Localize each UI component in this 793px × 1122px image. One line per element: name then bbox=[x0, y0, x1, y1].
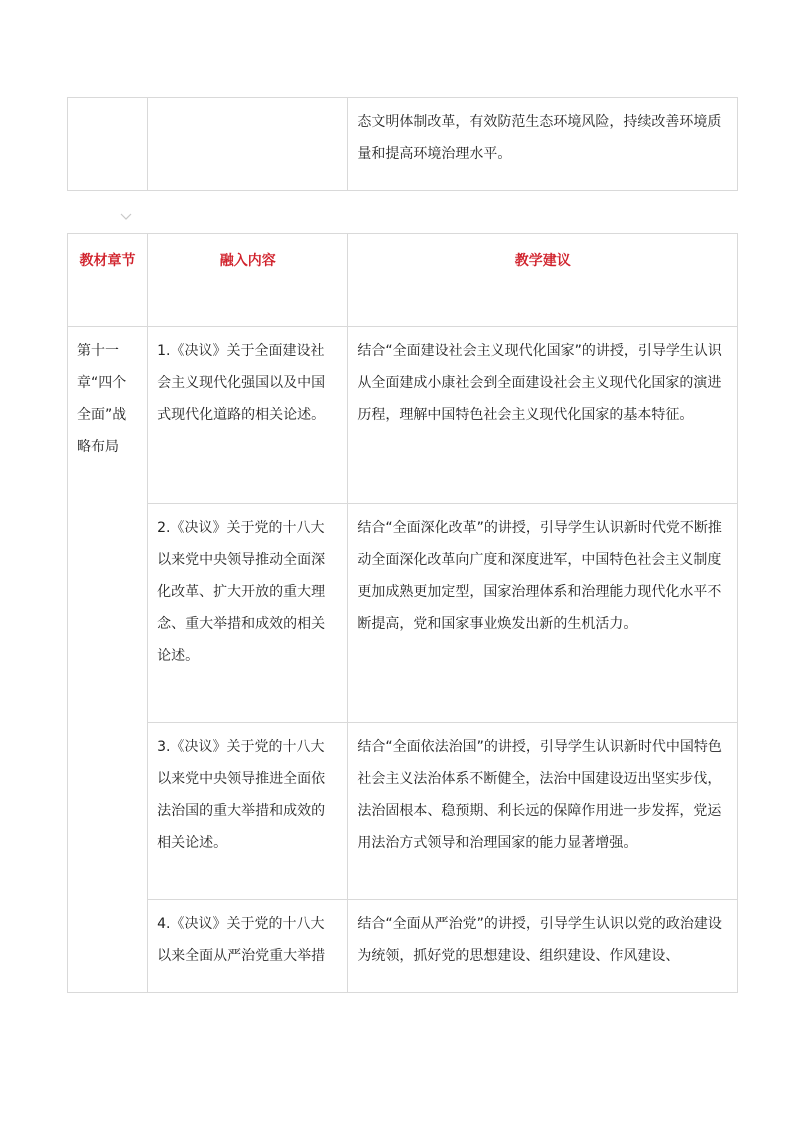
suggestion-cell: 结合“全面建设社会主义现代化国家”的讲授，引导学生认识从全面建成小康社会到全面建设社会主义现代化国家的演进历程，理解中国特色社会主义现代化国家的基本特征。 bbox=[348, 327, 738, 504]
header-content: 融入内容 bbox=[148, 234, 348, 327]
table-row bbox=[68, 327, 738, 504]
suggestion-cell: 结合“全面深化改革”的讲授，引导学生认识新时代党不断推动全面深化改革向广度和深度进军，中国特色社会主义制度更加成熟更加定型，国家治理体系和治理能力现代化水平不断提高，党和国家事业焕发出新的生机活力。 bbox=[348, 504, 738, 723]
suggestion-cell: 态文明体制改革，有效防范生态环境风险，持续改善环境质量和提高环境治理水平。 bbox=[348, 98, 738, 191]
table-header-row bbox=[68, 234, 738, 327]
chapter-cell: 第十一章“四个全面”战略布局 bbox=[68, 327, 148, 993]
content-cell: 4.《决议》关于党的十八大以来全面从严治党重大举措 bbox=[148, 900, 348, 993]
content-cell: 1.《决议》关于全面建设社会主义现代化强国以及中国式现代化道路的相关论述。 bbox=[148, 327, 348, 504]
table-row bbox=[68, 723, 738, 900]
content-cell: 3.《决议》关于党的十八大以来党中央领导推进全面依法治国的重大举措和成效的相关论述。 bbox=[148, 723, 348, 900]
content-cell bbox=[148, 98, 348, 191]
table-row bbox=[68, 504, 738, 723]
chapter-cell bbox=[68, 98, 148, 191]
continued-table bbox=[67, 97, 738, 191]
table-row bbox=[68, 900, 738, 993]
header-chapter: 教材章节 bbox=[68, 234, 148, 327]
chevron-down-icon bbox=[120, 212, 132, 222]
suggestion-cell: 结合“全面依法治国”的讲授，引导学生认识新时代中国特色社会主义法治体系不断健全，法治中国建设迈出坚实步伐，法治固根本、稳预期、利长远的保障作用进一步发挥，党运用法治方式领导和治理国家的能力显著增强。 bbox=[348, 723, 738, 900]
table-row bbox=[68, 98, 738, 191]
header-suggestion: 教学建议 bbox=[348, 234, 738, 327]
content-cell: 2.《决议》关于党的十八大以来党中央领导推动全面深化改革、扩大开放的重大理念、重大举措和成效的相关论述。 bbox=[148, 504, 348, 723]
content-table bbox=[67, 233, 738, 993]
suggestion-cell: 结合“全面从严治党”的讲授，引导学生认识以党的政治建设为统领，抓好党的思想建设、组织建设、作风建设、 bbox=[348, 900, 738, 993]
